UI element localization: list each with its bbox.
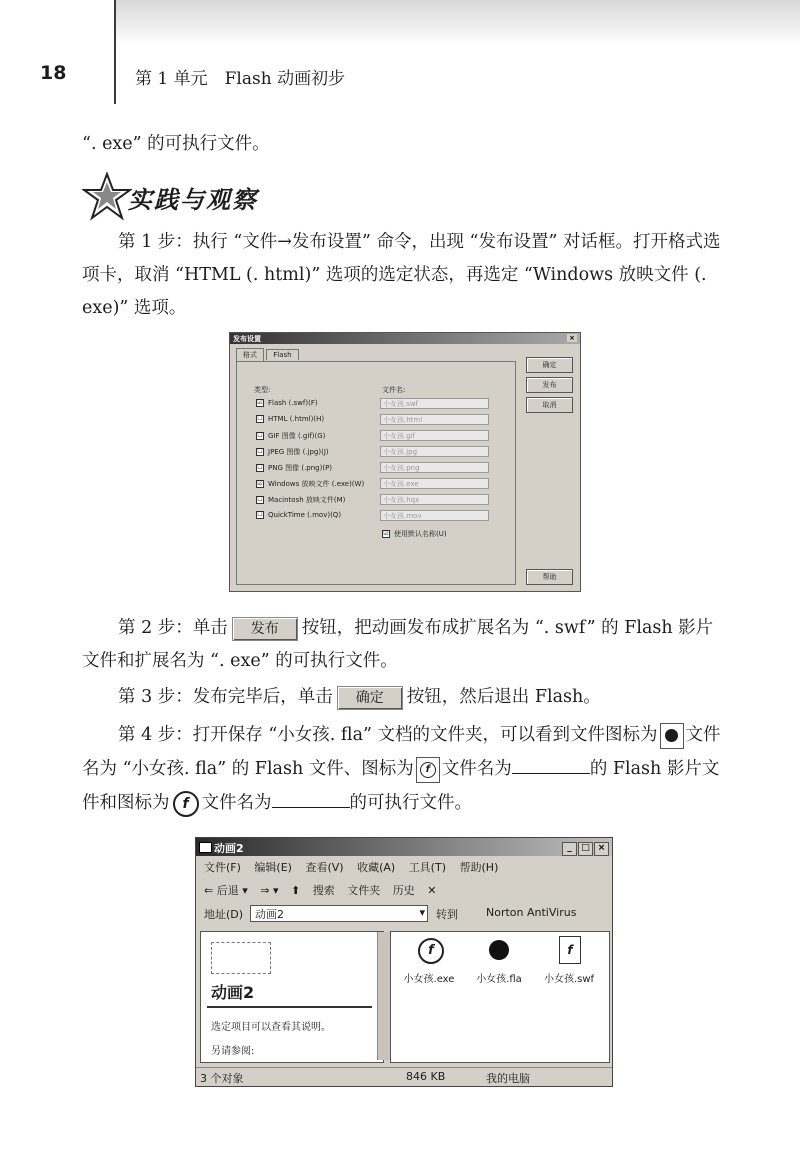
tab-flash[interactable]: Flash: [266, 349, 298, 360]
filename-field[interactable]: 小女孩.swf: [380, 398, 489, 409]
folder-info-pane: [200, 931, 384, 1063]
search-button[interactable]: 搜索: [312, 884, 335, 897]
chevron-down-icon[interactable]: ▾: [419, 906, 425, 919]
explorer-titlebar: 动画2 _ □ ×: [196, 838, 612, 856]
menu-file[interactable]: 文件(F): [204, 861, 241, 874]
scrollbar[interactable]: [377, 932, 390, 1060]
answer-blank: [272, 789, 350, 808]
divider: [207, 1006, 372, 1008]
use-default-names-checkbox[interactable]: ☑ 使用默认名称(U): [383, 530, 447, 538]
step-2: 第 2 步：单击 发布 按钮，把动画发布成扩展名为 “. swf” 的 Flash 影片文件和扩展名为 “. exe” 的可执行文件。: [82, 618, 714, 671]
back-button[interactable]: ⇐ 后退 ▾: [204, 884, 248, 897]
status-location: 我的电脑: [486, 1072, 530, 1085]
status-bar: [196, 1067, 612, 1086]
go-button[interactable]: 转到: [436, 908, 458, 921]
format-row[interactable]: ☐ QuickTime (.mov)(Q): [257, 511, 342, 519]
dialog-titlebar: 发布设置 ×: [230, 333, 580, 344]
type-header: 类型:: [254, 386, 271, 394]
filename-field[interactable]: 小女孩.gif: [380, 430, 489, 441]
history-button[interactable]: 历史: [392, 884, 415, 897]
publish-settings-dialog: [229, 332, 581, 592]
minimize-icon[interactable]: _: [562, 842, 577, 856]
step-3: 第 3 步：发布完毕后，单击 确定 按钮，然后退出 Flash。: [82, 681, 730, 714]
tab-formats[interactable]: 格式: [236, 348, 264, 361]
address-label: 地址(D): [204, 908, 244, 921]
maximize-icon[interactable]: □: [578, 842, 593, 856]
header-shading: [116, 0, 800, 44]
chapter-title: 第 1 单元 Flash 动画初步: [135, 69, 346, 89]
forward-button[interactable]: ⇒ ▾: [260, 884, 279, 897]
cancel-button[interactable]: 取消: [526, 397, 573, 413]
publish-button-image: 发布: [232, 617, 298, 641]
filename-field[interactable]: 小女孩.exe: [380, 478, 489, 489]
step-1: 第 1 步：执行 “文件→发布设置” 命令，出现 “发布设置” 对话框。打开格式选项卡，取消 “HTML (. html)” 选项的选定状态，再选定 “Windows 放映文件 (. exe)” 选项。: [82, 232, 721, 318]
fla-file-icon: [660, 723, 684, 749]
format-row[interactable]: ☐ JPEG 图像 (.jpg)(J): [257, 448, 329, 456]
ok-button[interactable]: 确定: [526, 357, 573, 373]
filename-field[interactable]: 小女孩.jpg: [380, 446, 489, 457]
folder-graphic: [211, 942, 271, 974]
file-swf[interactable]: f 小女孩.swf: [535, 936, 603, 985]
filename-header: 文件名:: [382, 386, 406, 394]
dialog-tabs: [236, 348, 299, 361]
status-size: 846 KB: [406, 1070, 446, 1083]
close-icon[interactable]: ×: [569, 334, 575, 342]
up-button[interactable]: ⬆: [290, 884, 301, 897]
step-4: 第 4 步：打开保存 “小女孩. fla” 文档的文件夹，可以看到文件图标为 文件名为 “小女孩. fla” 的 Flash 文件、图标为 f 文件名为 的 Flash 影片文件和图标为 f 文件名为 的可执行文件。: [82, 718, 730, 820]
answer-blank: [512, 755, 590, 774]
formats-panel: [236, 361, 516, 585]
file-list: [390, 931, 610, 1063]
fla-file-icon: [489, 940, 509, 960]
filename-field[interactable]: 小女孩.hqx: [380, 494, 489, 505]
format-row[interactable]: ☐ HTML (.html)(H): [257, 415, 325, 423]
menu-tools[interactable]: 工具(T): [408, 861, 446, 874]
filename-field[interactable]: 小女孩.png: [380, 462, 489, 473]
format-row[interactable]: ☐ GIF 图像 (.gif)(G): [257, 432, 326, 440]
menu-edit[interactable]: 编辑(E): [254, 861, 292, 874]
menu-help[interactable]: 帮助(H): [459, 861, 499, 874]
folder-title: 动画2: [211, 983, 255, 1002]
hint-text: 选定项目可以查看其说明。: [211, 1022, 331, 1033]
exe-file-icon: f: [418, 938, 444, 964]
folders-button[interactable]: 文件夹: [347, 884, 381, 897]
file-exe[interactable]: f 小女孩.exe: [395, 936, 463, 985]
folder-icon: [199, 842, 212, 853]
header-divider: [114, 0, 116, 104]
format-row[interactable]: ☑ Windows 放映文件 (.exe)(W): [257, 480, 365, 488]
format-row[interactable]: ☐ Macintosh 放映文件(M): [257, 496, 346, 504]
ok-button-image: 确定: [337, 686, 403, 710]
menu-view[interactable]: 查看(V): [305, 861, 344, 874]
page-number: 18: [40, 62, 67, 84]
menu-favorites[interactable]: 收藏(A): [357, 861, 396, 874]
close-icon[interactable]: ×: [594, 842, 609, 856]
filename-field[interactable]: 小女孩.mov: [380, 510, 489, 521]
delete-button[interactable]: ✕: [427, 884, 437, 897]
menu-bar: [204, 859, 508, 875]
exe-file-icon: f: [173, 791, 199, 817]
star-icon: [82, 172, 132, 222]
practice-title: 实践与观察: [128, 185, 258, 214]
filename-field[interactable]: 小女孩.html: [380, 414, 489, 425]
toolbar: [204, 882, 445, 898]
intro-line: “. exe” 的可执行文件。: [82, 134, 270, 154]
norton-button[interactable]: Norton AntiVirus: [486, 906, 577, 919]
status-count: 3 个对象: [200, 1072, 244, 1085]
see-also: 另请参阅:: [211, 1046, 255, 1057]
format-row[interactable]: ☑ Flash (.swf)(F): [257, 399, 318, 407]
address-input[interactable]: 动画2 ▾: [250, 905, 428, 922]
swf-file-icon: f: [559, 936, 581, 964]
publish-button[interactable]: 发布: [526, 377, 573, 393]
file-fla[interactable]: 小女孩.fla: [465, 936, 533, 985]
explorer-window: [195, 837, 613, 1087]
swf-file-icon: f: [416, 757, 440, 783]
help-button[interactable]: 帮助: [526, 569, 573, 585]
format-row[interactable]: ☐ PNG 图像 (.png)(P): [257, 464, 333, 472]
